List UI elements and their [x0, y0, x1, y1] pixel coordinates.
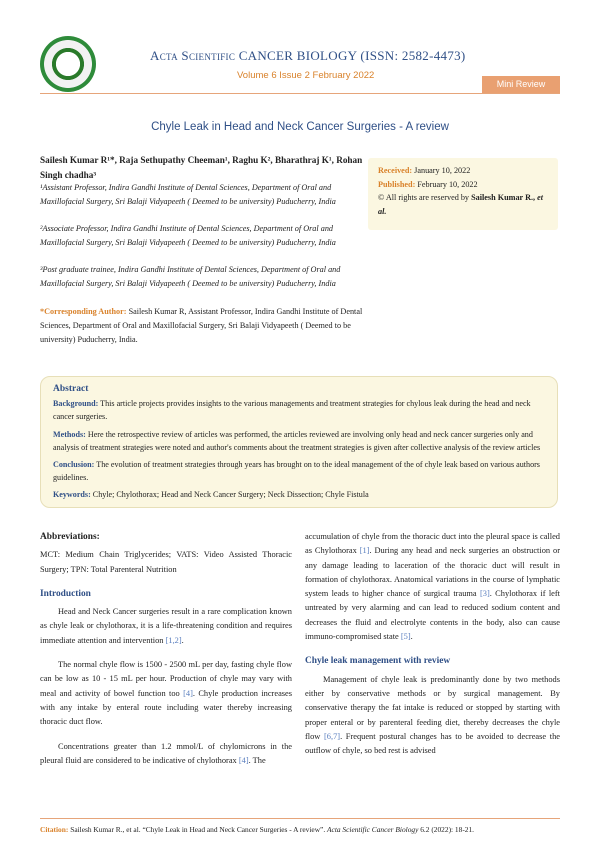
rights-etal: et al.: [378, 193, 544, 216]
published-date: February 10, 2022: [417, 179, 478, 189]
article-type-badge: Mini Review: [482, 76, 560, 93]
footer-divider: [40, 818, 560, 819]
citation-link[interactable]: [3]: [479, 589, 490, 599]
received-date: January 10, 2022: [414, 166, 471, 175]
affiliation-2: ²Associate Professor, Indira Gandhi Institute of Dental Sciences, Department of Oral and Maxillofacial Surgery, Sri Balaji Vidyapeeth ( Deemed to be university) Puducherry, India: [40, 224, 336, 247]
methods-label: Methods:: [53, 429, 86, 439]
published-label: Published:: [378, 179, 416, 189]
abbreviations-heading: Abbreviations:: [40, 532, 100, 542]
background-label: Background:: [53, 399, 99, 409]
management-paragraph: Management of chyle leak is predominantly done by two methods either by conservative methods or by surgical management. By conservative therapy the fat intake is reduced or stopped by starting with proper enteral or by parenteral feeding diet, thereby decreases the chyle flow [6,7]. Frequent postural changes has to be avoided to decrease the outflow of chyle, so bed rest is advised: [305, 674, 561, 756]
author-list: Sailesh Kumar R¹*, Raja Sethupathy Cheeman¹, Raghu K², Bharathraj K¹, Rohan Singh chadha³: [40, 155, 363, 180]
keywords-text: Chyle; Chylothorax; Head and Neck Cancer Surgery; Neck Dissection; Chyle Fistula: [92, 490, 369, 500]
rights-prefix: © All rights are reserved by: [378, 193, 470, 202]
issue-info: Volume 6 Issue 2 February 2022: [237, 70, 375, 81]
affiliation-3: ³Post graduate trainee, Indira Gandhi Institute of Dental Sciences, Department of Oral and Maxillofacial Surgery, Sri Balaji Vidyapeeth ( Deemed to be university) Puducherry, India: [40, 265, 341, 288]
abbreviations-text: MCT: Medium Chain Triglycerides; VATS: Video Assisted Thoracic Surgery; TPN: Total Parenteral Nutrition: [40, 550, 292, 574]
citation-link[interactable]: [4]: [183, 688, 193, 698]
corresponding-author: [40, 305, 370, 347]
citation-ref: 6.2 (2022): 18-21.: [420, 825, 475, 834]
citation-journal: Acta Scientific Cancer Biology: [327, 825, 419, 834]
corresponding-text: Sailesh Kumar R, Assistant Professor, Indira Gandhi Institute of Dental Sciences, Department of Oral and Maxillofacial Surgery, Sri Balaji Vidyapeeth ( Deemed to be university) Puducherry, India.: [40, 307, 363, 344]
citation-link[interactable]: [4]: [238, 755, 249, 765]
methods-text: Here the retrospective review of articles was performed, the articles reviewed are involving only head and neck cancer surgeries only and analysis of treatment strategies were noted and author's comments about the treatment strategies is given after collective analysis of the review articles: [53, 429, 541, 452]
journal-logo: [40, 36, 96, 92]
management-heading: Chyle leak management with review: [305, 656, 451, 667]
intro-paragraph-1: Head and Neck Cancer surgeries result in a rare complication known as chyle leak or chylothorax, it is a life-threatening condition and requires immediate attention and intervention [1,2].: [40, 607, 292, 645]
journal-title: Acta Scientific CANCER BIOLOGY (ISSN: 2582-4473): [150, 48, 466, 63]
citation-footer: [40, 824, 560, 836]
background-text: This article projects provides insights to the various managements and treatment strategies for chylous leak during the head and neck cancer surgeries.: [53, 399, 531, 422]
affiliation-1: ¹Assistant Professor, Indira Gandhi Institute of Dental Sciences, Department of Oral and Maxillofacial Surgery, Sri Balaji Vidyapeeth ( Deemed to be university) Puducherry, India: [40, 183, 336, 206]
conclusion-text: The evolution of treatment strategies through years has brought on to the ideal management of the of chyle leak based on various authors guidelines.: [53, 460, 540, 483]
citation-link[interactable]: [5]: [400, 632, 411, 642]
intro-paragraph-3: Concentrations greater than 1.2 mmol/L of chylomicrons in the pleural fluid are considered to be indicative of chylothorax [4]. The: [40, 741, 292, 765]
citation-label: Citation:: [40, 825, 69, 834]
citation-link[interactable]: [1]: [359, 546, 370, 556]
right-paragraph-1: accumulation of chyle from the thoracic duct into the pleural space is called as Chylothorax [1]. During any head and neck surgeries an obstruction or any damage leading to laceration of the thoracic duct will result in formation of chylothorax. Anatomical variations in the course of lymphatic system leads to higher chance of surgical trauma [3]. Chylothorax if left untreated by very alarming and can lead to reduced sodium content and decreases the fluid and electrolyte contents in the body, also can cause immuno-compromised state [5].: [305, 532, 561, 642]
right-column: [305, 530, 560, 768]
abstract-box: [40, 376, 558, 508]
citation-link[interactable]: [6,7]: [324, 731, 341, 741]
introduction-heading: Introduction: [40, 588, 91, 599]
received-label: Received:: [378, 166, 413, 175]
dates-box: [368, 158, 558, 230]
citation-text: Sailesh Kumar R., et al. “Chyle Leak in Head and Neck Cancer Surgeries - A review”.: [70, 825, 326, 834]
conclusion-label: Conclusion:: [53, 460, 95, 470]
left-column: [40, 530, 292, 778]
intro-paragraph-2: The normal chyle flow is 1500 - 2500 mL per day, fasting chyle flow can be low as 10 - 15 mL per hour. Production of chyle may vary with meal and activity of bowel function too [4]. Chyle production increases with any intake by enteral route including water thereby increasing thoracic duct flow.: [40, 660, 293, 727]
keywords-label: Keywords:: [53, 490, 91, 500]
header-divider: [40, 93, 560, 94]
corresponding-label: *Corresponding Author:: [40, 307, 127, 316]
citation-link[interactable]: [1,2]: [165, 635, 182, 645]
abstract-heading: Abstract: [53, 384, 89, 394]
article-title: Chyle Leak in Head and Neck Cancer Surgeries - A review: [151, 121, 449, 133]
rights-author: Sailesh Kumar R.,: [471, 193, 536, 202]
